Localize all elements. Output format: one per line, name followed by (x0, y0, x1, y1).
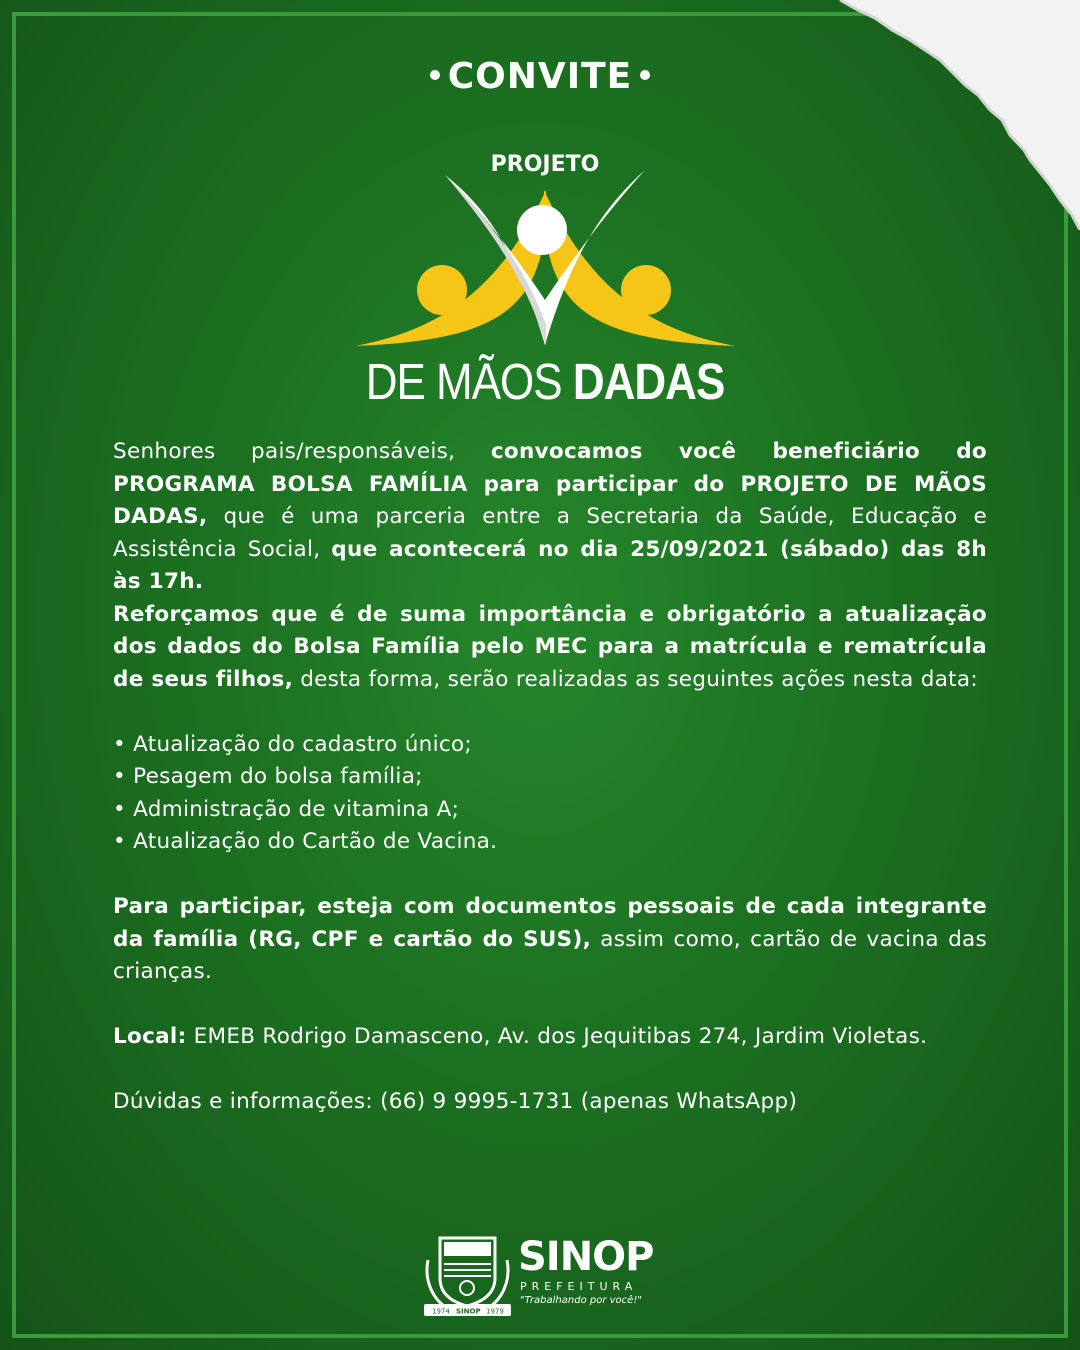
invitation-body (113, 436, 987, 1119)
bullet-dot-icon (640, 70, 650, 80)
list-item: • Atualização do Cartão de Vacina. (113, 826, 987, 859)
requirements-paragraph: Para participar, esteja com documentos pessoais de cada integrante da família (RG, CPF e cartão do SUS), assim como, cartão de vacina das crianças. (113, 894, 987, 984)
brand-slogan: "Trabalhando por você!" (520, 1295, 642, 1306)
list-item: • Atualização do cadastro único; (113, 729, 987, 762)
sinop-prefeitura-logo (420, 1230, 670, 1325)
actions-list (113, 729, 987, 859)
header-title: CONVITE (0, 56, 1080, 97)
logo-name: DE MÃOS DADAS (365, 354, 725, 411)
brand-name: SINOP (518, 1234, 654, 1280)
list-item: • Pesagem do bolsa família; (113, 761, 987, 794)
hands-together-icon (350, 150, 740, 360)
svg-text:1974: 1974 (432, 1307, 450, 1316)
intro-paragraph: Senhores pais/responsáveis, convocamos você beneficiário do PROGRAMA BOLSA FAMÍLIA para participar do PROJETO DE MÃOS DADAS, que é uma parceria entre a Secretaria da Saúde, Educação e Assistência Social, que acontecerá no dia 25/09/2021 (sábado) das 8h às 17h. (113, 439, 987, 594)
torn-paper-corner (780, 0, 1080, 230)
brand-subtitle: PREFEITURA (520, 1280, 638, 1293)
logo-top-text: PROJETO (490, 152, 600, 177)
svg-text:SINOP: SINOP (456, 1307, 481, 1316)
contact-paragraph: Dúvidas e informações: (66) 9 9995-1731 (apenas WhatsApp) (113, 1089, 798, 1114)
bullet-dot-icon (430, 70, 440, 80)
svg-text:1979: 1979 (486, 1307, 504, 1316)
project-logo (350, 150, 740, 420)
importance-paragraph: Reforçamos que é de suma importância e obrigatório a atualização dos dados do Bolsa Família pelo MEC para a matrícula e rematrícula de seus filhos, desta forma, serão realizadas as seguintes ações nesta data: (113, 601, 987, 692)
city-seal-icon (420, 1230, 515, 1320)
list-item: • Administração de vitamina A; (113, 794, 987, 827)
location-paragraph: Local: EMEB Rodrigo Damasceno, Av. dos Jequitibas 274, Jardim Violetas. (113, 1024, 928, 1049)
